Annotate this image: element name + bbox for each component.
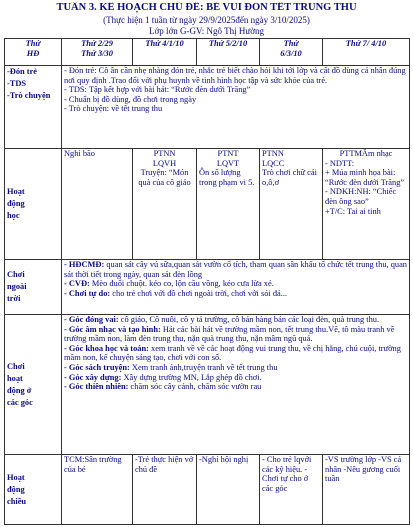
learning-row [5, 149, 410, 260]
welcome-label: -Đón trẻ -TDS -Trò chuyện [5, 66, 62, 149]
header-sat: Thứ 7/ 4/10 [323, 39, 410, 66]
outdoor-content: - HĐCMĐ: quan sát cây vú sữa,quan sát vườn cổ tích, tham quan sân khấu tổ chức tết trung thu, quan sát thời tiết trong ngày, quan sát đèn lồng - CVĐ: Mèo đuổi chuột. kéo co, lộn cầu vồng, kéo cưa lừa xẻ. - Chơi tự do: cho trẻ chơi với đồ chơi ngoài trời, chơi với sỏi đá... [62, 260, 410, 315]
afternoon-thu: -Nghỉ hội nghị [197, 455, 260, 525]
corners-content [62, 315, 410, 455]
outdoor-label: Chơi ngoài trời [5, 260, 62, 315]
header-mon-tue: Thứ 2/29 Thứ 3/30 [62, 39, 133, 66]
corners-row [5, 315, 410, 455]
learning-thu: PTNT LQVT Ôn số lượng trong phạm vi 5. [197, 149, 260, 260]
header-wed: Thứ 4/1/10 [133, 39, 197, 66]
welcome-row [5, 66, 410, 149]
corner-item: - Góc thiên nhiên: chăm sóc cây cảnh, chăm sóc vườn rau [64, 382, 262, 392]
weekly-plan-table [4, 38, 410, 525]
header-label-cell: Thứ HĐ [5, 39, 62, 66]
page-subtitle: (Thực hiện 1 tuần từ ngày 29/9/2025đến ngày 3/10/2025) [103, 15, 310, 25]
afternoon-row [5, 455, 410, 525]
corners-label: Chơi hoạt động ở các góc [5, 315, 62, 455]
learning-wed: PTNN LQVH Truyện: “Món quà của cô giáo [133, 149, 197, 260]
header-row [5, 39, 410, 66]
afternoon-mon-tue: TCM:Sân trường của bé [62, 455, 133, 525]
learning-fri: PTNN LQCC Trò chơi chữ cái o,ô,ơ [260, 149, 323, 260]
learning-label: Hoạt động học [5, 149, 62, 260]
corner-item: - Góc âm nhạc và tạo hình: Hát các bài hát về trường mầm non, tết trung thu.Vẽ, tô màu tranh về trường mầm non, làm đèn trung thu, nặn quà trung thu, nặn mâm ngũ quả. [64, 324, 395, 344]
afternoon-fri: - Cho trẻ lqvới các kỹ hiệu. -Chơi tự cho ở các góc [260, 455, 323, 525]
corner-item: - Góc sách truyện: Xem tranh ảnh,truyện tranh về tết trung thu [64, 362, 278, 372]
corner-item: - Góc đóng vai: cô giáo, Cô nuôi, cô y tá trường, cô bán hàng bán các loại đèn, quà trung thu. [64, 315, 380, 324]
welcome-content: - Đón trẻ: Cô ân cần nhẹ nhàng đón trẻ, nhắc trẻ biết chào hỏi khi tới lớp và cất đồ dùng cá nhân đúng nơi quy định .Trao đổi với phụ huynh về tình hình học tập và sức khỏe của trẻ. - TDS: Tập kết hợp với bài hát: “Rước đèn dưới Trăng” - Chuẩn bị đồ dùng, đồ chơi trong ngày - Trò chuyện: về tết trung thu [62, 66, 410, 149]
page-title: TUẦN 3. KẾ HOẠCH CHỦ ĐỀ: BÉ VUI ĐÓN TẾT TRUNG THU [56, 2, 357, 13]
afternoon-sat: -VS trường lớp -VS cá nhân -Nêu gương cuối tuần [323, 455, 410, 525]
corner-item: - Góc xây dựng: Xây dựng trường MN, Lắp ghép đồ chơi. [64, 372, 262, 382]
corner-item: - Góc khoa học và toán: xem tranh về về các hoạt động vui trung thu, về chị hằng, chú cuội, trường mầm non, kể chuyện sáng tạo, chơi với con số. [64, 343, 401, 363]
header-fri: Thứ 6/3/10 [260, 39, 323, 66]
class-teacher: Lớp lớn G-GV: Ngô Thị Hường [148, 26, 265, 36]
outdoor-row [5, 260, 410, 315]
afternoon-wed: -Trẻ thực hiện vở chủ đề [133, 455, 197, 525]
header-thu: Thứ 5/2/10 [197, 39, 260, 66]
learning-sat: PTTMÂm nhạc - NDTT: + Múa minh họa bài: “Rước đèn dưới Trăng” - NDKH:NH: “Chiếc đèn ông sao” +T/C: Tai ai tinh [323, 149, 410, 260]
learning-mon-tue: Nghỉ bão [62, 149, 133, 260]
afternoon-label: Hoạt động chiều [5, 455, 62, 525]
